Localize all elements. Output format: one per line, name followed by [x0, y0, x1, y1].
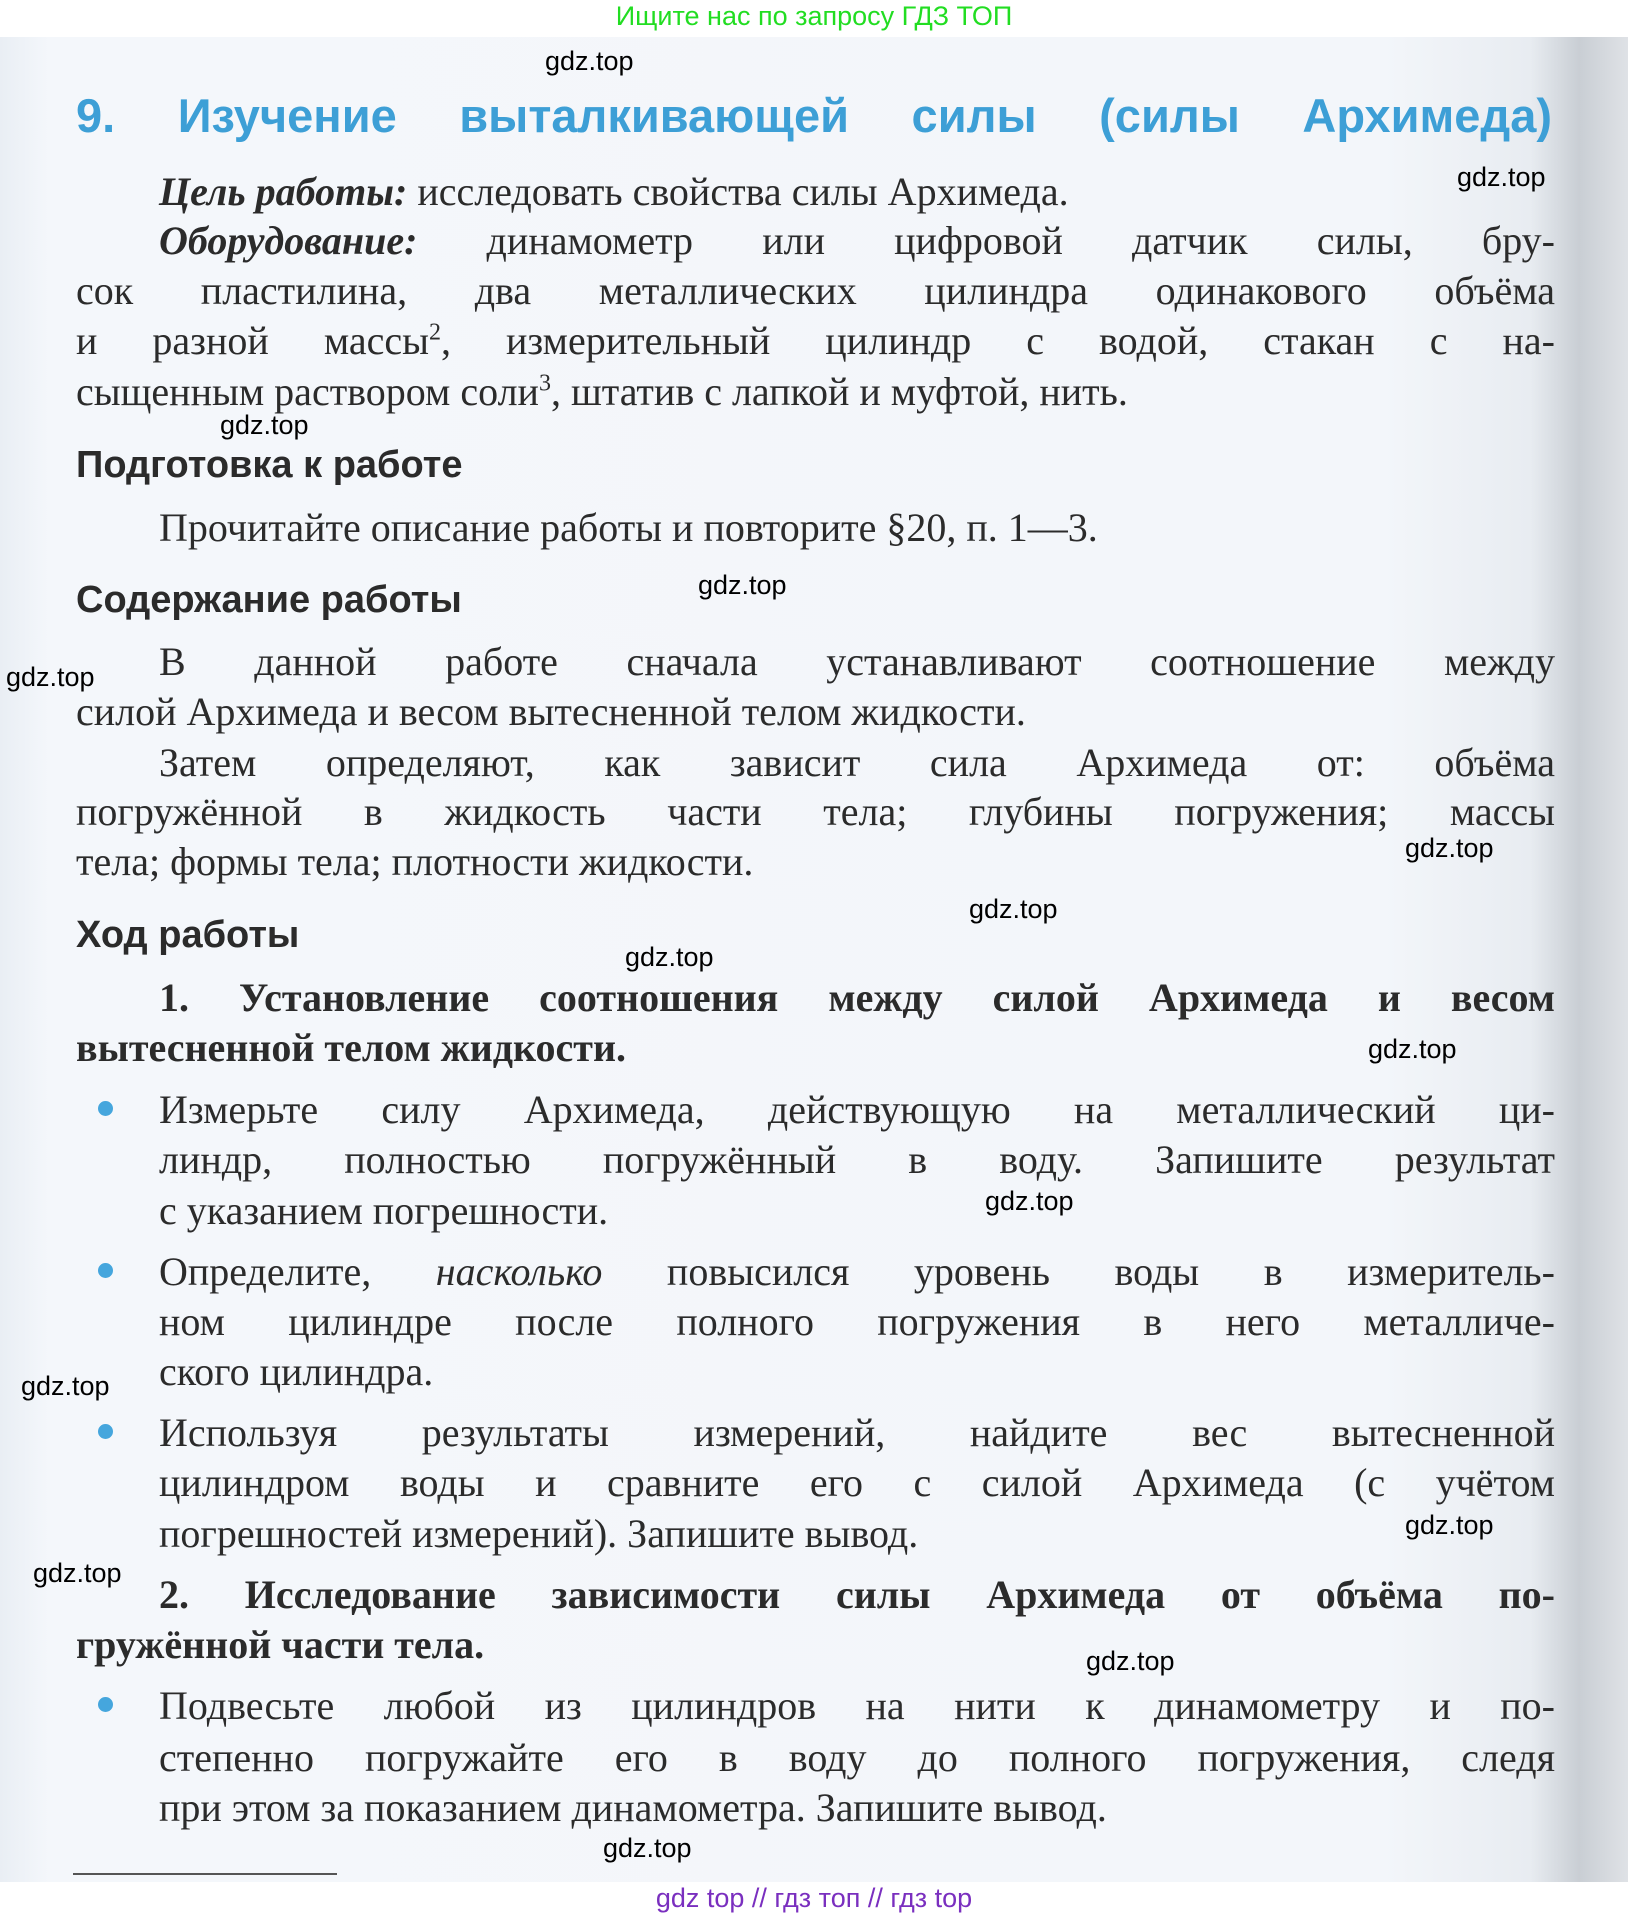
equipment-line: сок пластилина, два металлических цилиндра одинакового объёма [76, 268, 1555, 313]
watermark: gdz.top [220, 410, 309, 440]
step-heading [159, 973, 1555, 1023]
footnote-ref: 2 [429, 319, 441, 346]
step-heading-text: 2. Исследование зависимости силы Архимеда от объёма по- [159, 1572, 1555, 1617]
bullet-text: повысился уровень воды в измеритель- [602, 1249, 1555, 1294]
goal-text: исследовать свойства силы Архимеда. [407, 169, 1069, 214]
watermark: gdz.top [1086, 1646, 1175, 1676]
footer-links[interactable]: gdz top // гдз топ // гдз top [655, 1883, 973, 1913]
bullet-icon [98, 1263, 113, 1278]
emphasis-text: насколько [435, 1249, 603, 1294]
bullet-line: Измерьте силу Архимеда, действующую на металлический ци- [159, 1087, 1555, 1132]
step-heading-text: 1. Установление соотношения между силой Архимеда и весом [159, 975, 1555, 1020]
page-title: 9. Изучение выталкивающей силы (силы Архимеда) [76, 89, 1552, 142]
watermark: gdz.top [698, 570, 787, 600]
goal-line [159, 167, 1555, 217]
equipment-label: Оборудование: [159, 218, 418, 263]
watermark: gdz.top [33, 1558, 122, 1588]
content-line: В данной работе сначала устанавливают соотношение между [159, 639, 1555, 684]
content-line: силой Архимеда и весом вытесненной телом жидкости. [76, 689, 1026, 734]
goal-label: Цель работы: [159, 169, 408, 214]
bullet-icon [98, 1101, 113, 1116]
footnote-divider [73, 1873, 337, 1875]
bullet-line: погрешностей измерений). Запишите вывод. [159, 1511, 919, 1556]
equipment-text: и разной массы [76, 318, 429, 363]
section-heading-content: Содержание работы [76, 579, 462, 621]
content-line: погружённой в жидкость части тела; глубины погружения; массы [76, 789, 1555, 834]
bullet-text: Определите, [159, 1249, 436, 1294]
section-heading-prep: Подготовка к работе [76, 444, 463, 486]
bullet-icon [98, 1697, 113, 1712]
bullet-line: ном цилиндре после полного погружения в него металличе- [159, 1299, 1555, 1344]
bullet-line [159, 1247, 1555, 1297]
watermark: gdz.top [969, 894, 1058, 924]
equipment-line [76, 316, 1555, 366]
content-line: тела; формы тела; плотности жидкости. [76, 839, 754, 884]
bullet-line: ского цилиндра. [159, 1349, 434, 1394]
prep-text: Прочитайте описание работы и повторите §20, п. 1—3. [159, 505, 1098, 550]
bullet-line: Используя результаты измерений, найдите вес вытесненной [159, 1410, 1555, 1455]
watermark: gdz.top [1405, 833, 1494, 863]
watermark: gdz.top [625, 942, 714, 972]
step-heading [76, 1023, 1555, 1073]
watermark: gdz.top [1457, 162, 1546, 192]
watermark: gdz.top [6, 662, 95, 692]
equipment-text: динамометр или цифровой датчик силы, бру- [417, 218, 1555, 263]
watermark: gdz.top [1368, 1034, 1457, 1064]
bullet-icon [98, 1424, 113, 1439]
bullet-line: цилиндром воды и сравните его с силой Архимеда (с учётом [159, 1460, 1555, 1505]
watermark: gdz.top [545, 46, 634, 76]
watermark: gdz.top [1405, 1510, 1494, 1540]
section-heading-procedure: Ход работы [76, 914, 300, 956]
content-line: Затем определяют, как зависит сила Архимеда от: объёма [159, 740, 1555, 785]
bullet-line: Подвесьте любой из цилиндров на нити к динамометру и по- [159, 1683, 1555, 1728]
watermark: gdz.top [21, 1371, 110, 1401]
step-heading-text: вытесненной телом жидкости. [76, 1025, 626, 1070]
bullet-line: с указанием погрешности. [159, 1188, 609, 1233]
step-heading [76, 1620, 1555, 1670]
bullet-line: линдр, полностью погружённый в воду. Запишите результат [159, 1137, 1555, 1182]
bullet-line: степенно погружайте его в воду до полного погружения, следя [159, 1735, 1555, 1780]
equipment-line [159, 216, 1555, 266]
equipment-text: , штатив с лапкой и муфтой, нить. [550, 369, 1128, 414]
equipment-text: сыщенным раствором соли [76, 369, 539, 414]
search-banner[interactable]: Ищите нас по запросу ГДЗ ТОП [615, 1, 1013, 31]
step-heading [159, 1570, 1555, 1620]
equipment-text: , измерительный цилиндр с водой, стакан с на- [441, 318, 1555, 363]
step-heading-text: гружённой части тела. [76, 1622, 485, 1667]
watermark: gdz.top [985, 1186, 1074, 1216]
bullet-line: при этом за показанием динамометра. Запишите вывод. [159, 1785, 1107, 1830]
footnote-ref: 3 [538, 370, 551, 397]
watermark: gdz.top [603, 1833, 692, 1863]
